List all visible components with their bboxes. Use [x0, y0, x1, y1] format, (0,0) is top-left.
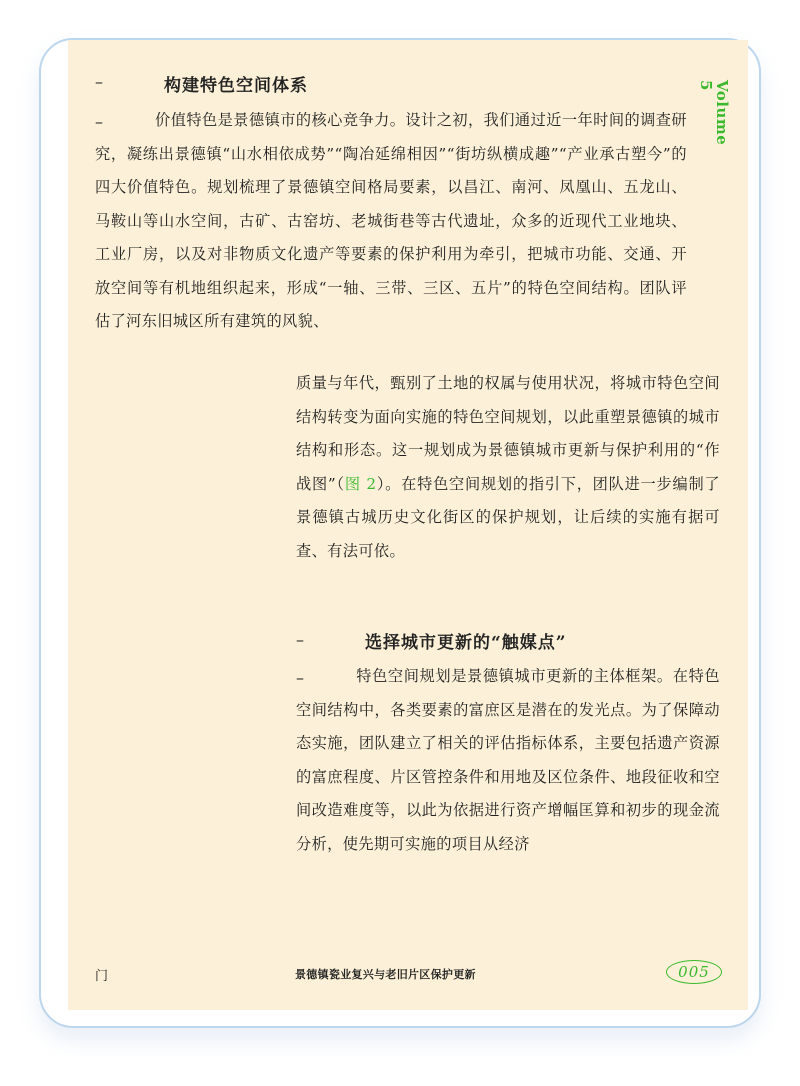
section2-para-dash: –: [296, 668, 304, 687]
volume-marker: [698, 80, 730, 145]
section1-paragraph-text-a: 质量与年代，甄别了土地的权属与使用状况，将城市特色空间结构转变为面向实施的特色空间规划，以此重塑景德镇的城市结构和形态。这一规划成为景德镇城市更新与保护利用的“作战图”（: [296, 374, 720, 493]
footer-book-title: 景德镇瓷业复兴与老旧片区保护更新: [295, 968, 476, 981]
section1-paragraph-narrow: [296, 367, 720, 568]
volume-label: Volume: [713, 80, 731, 146]
section2-dash: –: [296, 630, 304, 649]
page-number-badge: 005: [666, 960, 722, 984]
section1-para-dash: –: [95, 112, 103, 131]
section1-paragraph-text: 价值特色是景德镇市的核心竞争力。设计之初，我们通过近一年时间的调查研究，凝练出景德镇“山水相依成势”“陶冶延绵相因”“街坊纵横成趣”“产业承古塑今”的四大价值特色。规划梳理了景德镇空间格局要素，以昌江、南河、凤凰山、五龙山、马鞍山等山水空间，古矿、古窑坊、老城街巷等古代遗址，众多的近现代工业地块、工业厂房，以及对非物质文化遗产等要素的保护利用为牵引，把城市功能、交通、开放空间等有机地组织起来，形成“一轴、三带、三区、五片”的特色空间结构。团队评估了河东旧城区所有建筑的风貌、: [95, 111, 687, 330]
section2-paragraph-text: 特色空间规划是景德镇城市更新的主体框架。在特色空间结构中，各类要素的富庶区是潜在的发光点。为了保障动态实施，团队建立了相关的评估指标体系，主要包括遗产资源的富庶程度、片区管控条件和用地及区位条件、地段征收和空间改造难度等，以此为依据进行资产增幅匡算和初步的现金流分析，使先期可实施的项目从经济: [296, 667, 720, 853]
volume-number: 5: [697, 80, 715, 91]
section2-heading: 选择城市更新的“触媒点”: [365, 633, 567, 653]
section1-paragraph-text-b: ）。在特色空间规划的指引下，团队进一步编制了景德镇古城历史文化街区的保护规划，让后续的实施有据可查、有法可依。: [296, 474, 720, 560]
section1-dash: –: [95, 72, 103, 91]
section1-heading: 构建特色空间体系: [164, 76, 308, 96]
section1-paragraph-wide: [95, 104, 687, 339]
figure-2-reference-link[interactable]: 图 2: [344, 474, 377, 493]
footer-section-marker: 门: [95, 969, 109, 984]
section2-paragraph: [296, 660, 720, 861]
